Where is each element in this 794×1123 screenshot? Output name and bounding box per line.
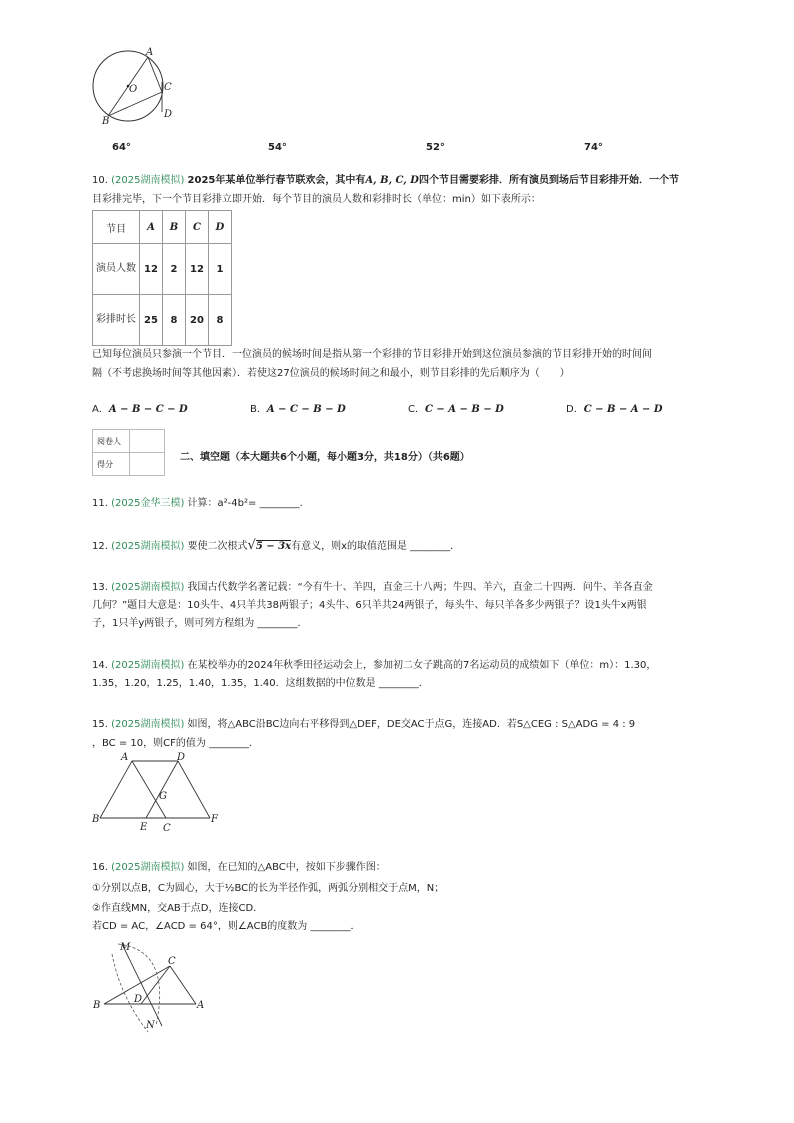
q11-line — [92, 497, 310, 511]
q16-label-n: N — [146, 1020, 155, 1031]
option-text: C − B − A − D — [583, 404, 663, 415]
table-cell: 节目 — [93, 211, 140, 244]
q16-line1 — [92, 861, 386, 875]
q10-option-d — [566, 400, 663, 415]
table-cell: 8 — [209, 295, 232, 346]
table-cell: 20 — [186, 295, 209, 346]
q9-option-b: 54° — [268, 142, 287, 153]
q9-label-o: O — [129, 84, 138, 95]
q11-source: (2025金华三模) — [111, 498, 185, 509]
score-label: 得分 — [93, 453, 130, 476]
q10-program-table — [92, 210, 232, 346]
q9-option-a: 64° — [112, 142, 131, 153]
table-cell: 8 — [163, 295, 186, 346]
table-cell: 2 — [163, 244, 186, 295]
option-letter: B． — [250, 404, 267, 415]
q10-number: 10. — [92, 175, 108, 186]
q11-number: 11. — [92, 498, 108, 509]
section2-title: 二、填空题（本大题共6个小题，每小题3分，共18分）（共6题） — [180, 452, 470, 463]
q10-text-b: 四个节目需要彩排．所有演员到场后节目彩排开始．一个节 — [418, 175, 679, 186]
q9-circle-figure — [86, 44, 186, 128]
q16-label-c: C — [168, 956, 176, 967]
table-cell: C — [186, 211, 209, 244]
q12-text-b: 有意义，则x的取值范围是 ________． — [291, 541, 461, 552]
q10-text-a: 2025年某单位举行春节联欢会，其中有 — [187, 175, 366, 186]
q16-text-1: 如图，在已知的△ABC中，按如下步骤作图： — [187, 862, 386, 873]
q14-text-1: 在某校举办的2024年秋季田径运动会上，参加初二女子跳高的7名运动员的成绩如下（单位：m）：1.30， — [187, 660, 657, 671]
table-row — [93, 430, 165, 453]
q15-line1 — [92, 718, 635, 732]
option-text: A − C − B − D — [266, 404, 346, 415]
q13-source: (2025湖南模拟) — [111, 582, 185, 593]
q10-option-b — [250, 400, 346, 415]
q10-text-line2: 目彩排完毕，下一个节目彩排立即开始．每个节目的演员人数和彩排时长（单位：min）如下表所示： — [92, 194, 541, 205]
q15-label-e: E — [140, 822, 148, 833]
q10-vars: A, B, C, D — [365, 175, 419, 186]
q10-text-line1 — [92, 174, 679, 188]
table-cell: 彩排时长 — [93, 295, 140, 346]
q12-source: (2025湖南模拟) — [111, 541, 185, 552]
q10-after-line1: 已知每位演员只参演一个节目．一位演员的候场时间是指从第一个彩排的节目彩排开始到这位演员参演的节目彩排开始的时间间 — [92, 349, 652, 360]
option-text: C − A − B − D — [424, 404, 504, 415]
q16-number: 16. — [92, 862, 108, 873]
q14-line1 — [92, 659, 656, 673]
q15-label-b: B — [92, 814, 100, 825]
score-box — [92, 429, 165, 476]
q16-label-d: D — [134, 994, 143, 1005]
q9-label-b: B — [102, 116, 110, 127]
table-cell: 25 — [140, 295, 163, 346]
option-text: A − B − C − D — [108, 404, 188, 415]
table-cell: A — [140, 211, 163, 244]
q9-label-c: C — [164, 82, 172, 93]
grader-label: 阅卷人 — [93, 430, 130, 453]
table-row — [93, 211, 232, 244]
q9-label-a: A — [146, 47, 154, 58]
q13-text-1: 我国古代数学名著记载：“今有牛十、羊四，直金三十八两；牛四、羊六，直金二十四两．问牛、羊各直金 — [187, 582, 653, 593]
q15-number: 15. — [92, 719, 108, 730]
q16-line3: ②作直线MN，交AB于点D，连接CD． — [92, 903, 264, 914]
table-cell: 1 — [209, 244, 232, 295]
q13-line1 — [92, 581, 653, 595]
table-row — [93, 295, 232, 346]
score-value — [130, 453, 165, 476]
q12-line — [92, 539, 460, 554]
option-letter: C． — [408, 404, 425, 415]
q16-label-b: B — [93, 1000, 101, 1011]
q16-label-m: M — [120, 942, 131, 953]
q13-line2: 几何？”题目大意是：10头牛、4只羊共38两银子；4头牛、6只羊共24两银子，每头牛、每只羊各多少两银子？设1头牛x两银 — [92, 600, 647, 611]
q16-line2: ①分别以点B，C为圆心，大于½BC的长为半径作弧，两弧分别相交于点M，N； — [92, 883, 445, 894]
q14-line2: 1.35，1.20，1.25，1.40，1.35，1.40．这组数据的中位数是 ________． — [92, 678, 429, 689]
table-cell: 12 — [186, 244, 209, 295]
q10-after-line2: 隔（不考虑换场时间等其他因素）．若使这27位演员的候场时间之和最小，则节目彩排的先后顺序为（ ） — [92, 368, 570, 379]
table-cell: 12 — [140, 244, 163, 295]
q12-number: 12. — [92, 541, 108, 552]
q10-source: (2025湖南模拟) — [111, 175, 185, 186]
q15-label-d: D — [177, 752, 186, 763]
q15-line2: ，BC = 10，则CF的值为 ________． — [92, 738, 260, 749]
q10-option-a — [92, 400, 188, 415]
q13-number: 13. — [92, 582, 108, 593]
q12-text-a: 要使二次根式 — [187, 541, 248, 552]
sqrt-icon: √ — [247, 538, 256, 553]
q14-number: 14. — [92, 660, 108, 671]
table-row — [93, 244, 232, 295]
option-letter: A． — [92, 404, 109, 415]
q11-text: 计算：a²-4b²= ________． — [187, 498, 310, 509]
grader-value — [130, 430, 165, 453]
table-cell: B — [163, 211, 186, 244]
q12-radicand: 5 − 3x — [255, 541, 292, 552]
q13-line3: 子，1只羊y两银子，则可列方程组为 ________． — [92, 618, 308, 629]
q15-label-c: C — [163, 823, 171, 834]
q15-label-a: A — [121, 752, 129, 763]
option-letter: D． — [566, 404, 584, 415]
q10-option-c — [408, 400, 504, 415]
q9-label-d: D — [164, 109, 173, 120]
q16-source: (2025湖南模拟) — [111, 862, 185, 873]
table-cell: D — [209, 211, 232, 244]
q9-option-c: 52° — [426, 142, 445, 153]
q14-source: (2025湖南模拟) — [111, 660, 185, 671]
q15-source: (2025湖南模拟) — [111, 719, 185, 730]
q16-label-a: A — [197, 1000, 205, 1011]
q15-label-f: F — [211, 814, 218, 825]
q15-label-g: G — [159, 791, 167, 802]
table-row — [93, 453, 165, 476]
q15-text-1: 如图，将△ABC沿BC边向右平移得到△DEF，DE交AC于点G，连接AD．若S△CEG : S△ADG = 4 : 9 — [187, 719, 636, 730]
q15-trapezoid-figure — [90, 750, 230, 836]
q16-construction-figure — [90, 936, 214, 1036]
q16-line4: 若CD = AC，∠ACD = 64°，则∠ACB的度数为 ________． — [92, 921, 361, 932]
q9-option-d: 74° — [584, 142, 603, 153]
table-cell: 演员人数 — [93, 244, 140, 295]
